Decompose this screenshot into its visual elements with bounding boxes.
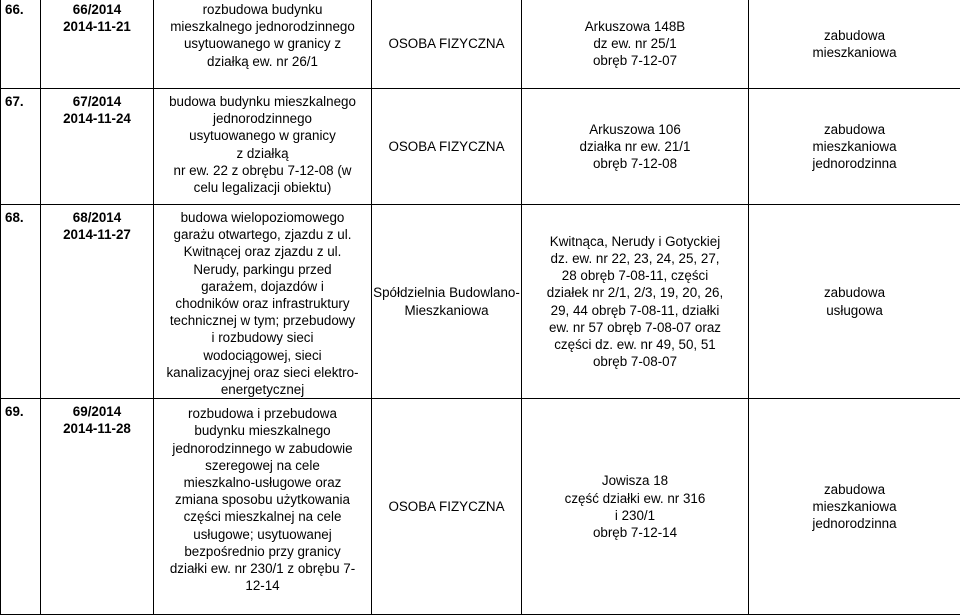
description-line: Nerudy, parkingu przed [154,261,371,278]
location-line: 29, 44 obręb 7-08-11, działki [522,302,748,319]
description-cell [154,205,372,399]
applicant: OSOBA FIZYCZNA [388,499,504,514]
row-number: 69. [5,404,24,419]
row-number-cell [1,89,41,205]
location-line: ew. nr 57 obręb 7-08-07 oraz [522,319,748,336]
type-line: zabudowa [749,481,960,498]
location-line: obręb 7-12-08 [522,155,748,172]
description-line: rozbudowa i przebudowa [154,405,371,422]
description-line: wodociągowej, sieci [154,347,371,364]
applicant-cell [372,399,522,615]
location-line: i 230/1 [522,507,748,524]
location-line: działka nr ew. 21/1 [522,138,748,155]
type-line: zabudowa [749,284,960,301]
description-line: z działką [154,145,371,162]
type-line: mieszkaniowa [749,138,960,155]
decision-date: 2014-11-21 [41,18,153,35]
description-line: garażu otwartego, zjazdu z ul. [154,226,371,243]
decision-number: 67/2014 [41,93,153,110]
description-cell [154,89,372,205]
location-cell [522,0,749,89]
description-line: technicznej w tym; przebudowy [154,312,371,329]
row-number: 67. [5,94,24,109]
row-number-cell [1,205,41,399]
location-line: Jowisza 18 [522,472,748,489]
description-line: budowa wielopoziomowego [154,209,371,226]
decision-number: 66/2014 [41,1,153,18]
description-cell [154,399,372,615]
location-line: obręb 7-12-14 [522,524,748,541]
location-line: 28 obręb 7-08-11, części [522,267,748,284]
row-number: 66. [5,2,24,17]
type-cell [749,205,960,399]
type-line: mieszkaniowa [749,44,960,61]
type-line: usługowa [749,302,960,319]
decision-number: 68/2014 [41,209,153,226]
applicant-line: Spółdzielnia Budowlano- [372,284,521,301]
description-line: budowa budynku mieszkalnego [154,93,371,110]
description-line: bezpośrednio przy granicy [154,543,371,560]
applicant: OSOBA FIZYCZNA [388,139,504,154]
applicant-cell [372,205,522,399]
type-cell [749,0,960,89]
description-line: i rozbudowy sieci [154,329,371,346]
description-line: energetycznej [154,381,371,398]
description-line: jednorodzinnego [154,110,371,127]
table-row [1,205,960,399]
type-cell [749,399,960,615]
type-line: zabudowa [749,121,960,138]
applicant-cell [372,89,522,205]
description-line: mieszkalno-usługowe oraz [154,474,371,491]
table-row [1,0,960,89]
description-line: mieszkalnego jednorodzinnego [154,18,371,35]
location-cell [522,89,749,205]
description-line: garażem, dojazdów i [154,278,371,295]
description-line: działką ew. nr 26/1 [154,53,371,70]
location-line: Kwitnąca, Nerudy i Gotyckiej [522,233,748,250]
location-cell [522,205,749,399]
location-line: Arkuszowa 106 [522,121,748,138]
row-number: 68. [5,210,24,225]
description-line: działki ew. nr 230/1 z obrębu 7- [154,560,371,577]
decision-cell [41,0,154,89]
description-line: szeregowej na cele [154,457,371,474]
type-line: mieszkaniowa [749,498,960,515]
description-line: rozbudowa budynku [154,1,371,18]
type-cell [749,89,960,205]
row-number-cell [1,0,41,89]
location-line: część działki ew. nr 316 [522,490,748,507]
description-line: nr ew. 22 z obrębu 7-12-08 (w [154,162,371,179]
decision-date: 2014-11-28 [41,420,153,437]
decision-date: 2014-11-27 [41,226,153,243]
description-line: usytuowanego w granicy [154,127,371,144]
type-line: jednorodzinna [749,155,960,172]
decision-cell [41,205,154,399]
location-line: części dz. ew. nr 49, 50, 51 [522,336,748,353]
location-line: obręb 7-08-07 [522,353,748,370]
description-line: zmiana sposobu użytkowania [154,491,371,508]
location-line: dz. ew. nr 22, 23, 24, 25, 27, [522,250,748,267]
description-line: jednorodzinnego w zabudowie [154,440,371,457]
description-line: kanalizacyjnej oraz sieci elektro- [154,364,371,381]
decision-number: 69/2014 [41,403,153,420]
description-line: usługowe; usytuowanej [154,526,371,543]
applicant-cell [372,0,522,89]
decision-cell [41,399,154,615]
description-line: Kwitnącej oraz zjazdu z ul. [154,243,371,260]
location-line: Arkuszowa 148B [522,18,748,35]
row-number-cell [1,399,41,615]
decision-date: 2014-11-24 [41,110,153,127]
description-line: 12-14 [154,577,371,594]
description-line: budynku mieszkalnego [154,422,371,439]
description-line: usytuowanego w granicy z [154,35,371,52]
location-line: działek nr 2/1, 2/3, 19, 20, 26, [522,284,748,301]
table-row [1,399,960,615]
table-row [1,89,960,205]
location-cell [522,399,749,615]
location-line: obręb 7-12-07 [522,52,748,69]
description-cell [154,0,372,89]
type-line: jednorodzinna [749,515,960,532]
decision-cell [41,89,154,205]
type-line: zabudowa [749,27,960,44]
description-line: części mieszkalnej na cele [154,508,371,525]
description-line: chodników oraz infrastruktury [154,295,371,312]
applicant: OSOBA FIZYCZNA [388,36,504,51]
location-line: dz ew. nr 25/1 [522,35,748,52]
description-line: celu legalizacji obiektu) [154,179,371,196]
applicant-line: Mieszkaniowa [372,302,521,319]
